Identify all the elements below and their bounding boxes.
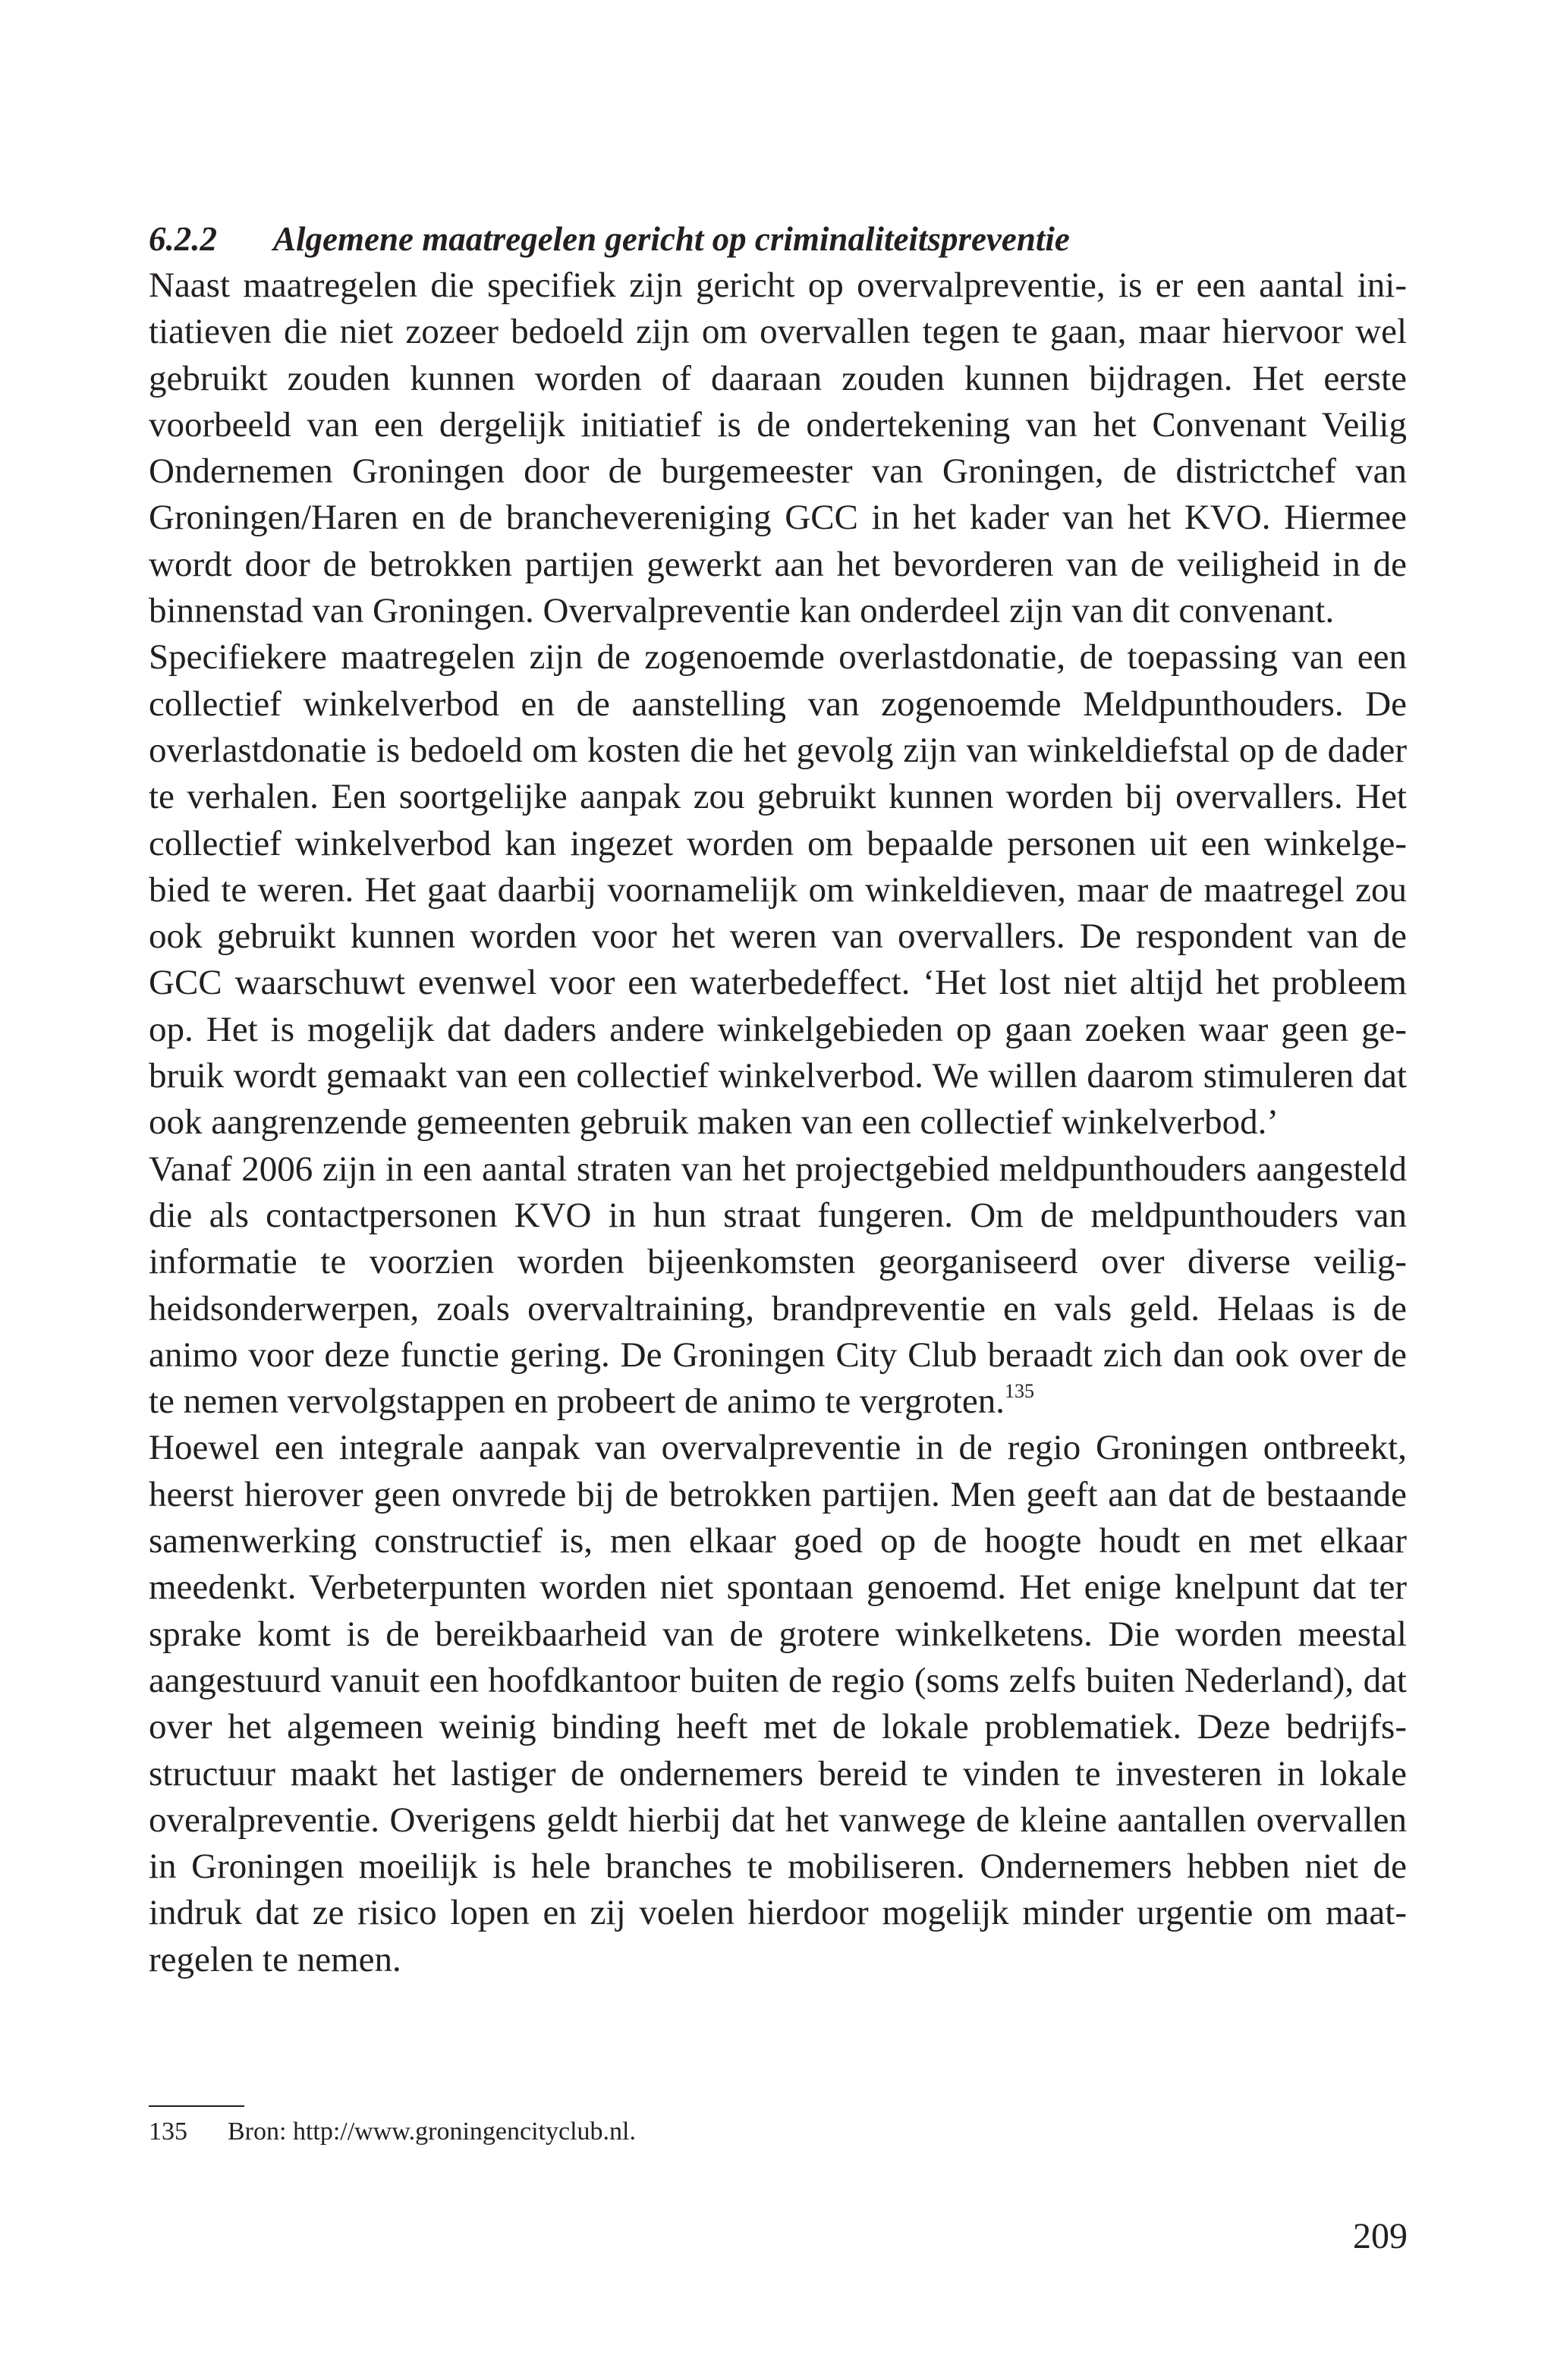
- footnote-number: 135: [149, 2117, 187, 2146]
- section-number: 6.2.2: [149, 220, 217, 258]
- section-heading: [149, 215, 1407, 263]
- footnote-text: Bron: http://www.groningencityclub.nl.: [228, 2117, 636, 2146]
- paragraph: Naast maatregelen die specifiek zijn gericht op overvalpreventie, is er een aantal initiatieven die niet zozeer bedoeld zijn om overvallen tegen te gaan, maar hiervoor wel gebruikt zouden kunnen worden of daaraan zouden kunnen bijdragen. Het eerste voorbeeld van een dergelijk initiatief is de ondertekening van het Convenant Veilig Ondernemen Groningen door de burgemeester van Groningen, de districtchef van Groningen/Haren en de branchevereniging GCC in het kader van het KVO. Hiermee wordt door de betrokken partijen gewerkt aan het bevorderen van de veiligheid in de binnenstad van Groningen. Overvalpreventie kan onderdeel zijn van dit convenant.: [149, 266, 1407, 631]
- footnote: [149, 2114, 636, 2149]
- paragraph: Specifiekere maatregelen zijn de zogenoemde overlastdonatie, de toepassing van een collectief winkelverbod en de aanstelling van zogenoemde Meldpunthouders. De overlastdonatie is bedoeld om kosten die het gevolg zijn van winkeldiefstal op de dader te verhalen. Een soortgelijke aanpak zou gebruikt kunnen worden bij overvallers. Het collectief winkelverbod kan ingezet worden om bepaalde personen uit een winkelgebied te weren. Het gaat daarbij voornamelijk om winkeldieven, maar de maatregel zou ook gebruikt kunnen worden voor het weren van overvallers. De respondent van de GCC waarschuwt evenwel voor een waterbedeffect. ‘Het lost niet altijd het probleem op. Het is mogelijk dat daders andere winkelgebieden op gaan zoeken waar geen gebruik wordt gemaakt van een collectief winkelverbod. We willen daarom stimuleren dat ook aangrenzende gemeenten gebruik maken van een collectief winkelverbod.’: [149, 637, 1407, 1143]
- paragraph: [149, 1146, 1407, 1426]
- page-number: 209: [1353, 2216, 1408, 2256]
- paragraph-text: Vanaf 2006 zijn in een aantal straten van het projectgebied meldpunthouders aangesteld die als contactpersonen KVO in hun straat fungeren. Om de meldpunthouders van informatie te voorzien worden bijeenkomsten georganiseerd over diverse veiligheidsonderwerpen, zoals overvaltraining, brandpreventie en vals geld. Helaas is de animo voor deze functie gering. De Groningen City Club beraadt zich dan ook over de te nemen vervolgstappen en probeert de animo te vergroten.: [149, 1149, 1407, 1422]
- footnote-reference[interactable]: 135: [1005, 1380, 1035, 1403]
- paragraph: Hoewel een integrale aanpak van overvalpreventie in de regio Groningen ontbreekt, heerst hierover geen onvrede bij de betrokken partijen. Men geeft aan dat de bestaande samenwerking constructief is, men elkaar goed op de hoogte houdt en met elkaar meedenkt. Verbeterpunten worden niet spontaan genoemd. Het enige knelpunt dat ter sprake komt is de bereikbaarheid van de grotere winkelketens. Die worden meestal aangestuurd vanuit een hoofdkantoor buiten de regio (soms zelfs buiten Nederland), dat over het algemeen weinig binding heeft met de lokale problematiek. Deze bedrijfsstructuur maakt het lastiger de ondernemers bereid te vinden te investeren in lokale overalpreventie. Overigens geldt hierbij dat het vanwege de kleine aantallen overvallen in Groningen moeilijk is hele branches te mobiliseren. Ondernemers hebben niet de indruk dat ze risico lopen en zij voelen hierdoor mogelijk minder urgentie om maatregelen te nemen.: [149, 1428, 1407, 1979]
- main-text: [149, 215, 1407, 1983]
- footnote-separator: [149, 2105, 244, 2107]
- section-title: Algemene maatregelen gericht op criminaliteitspreventie: [273, 220, 1070, 258]
